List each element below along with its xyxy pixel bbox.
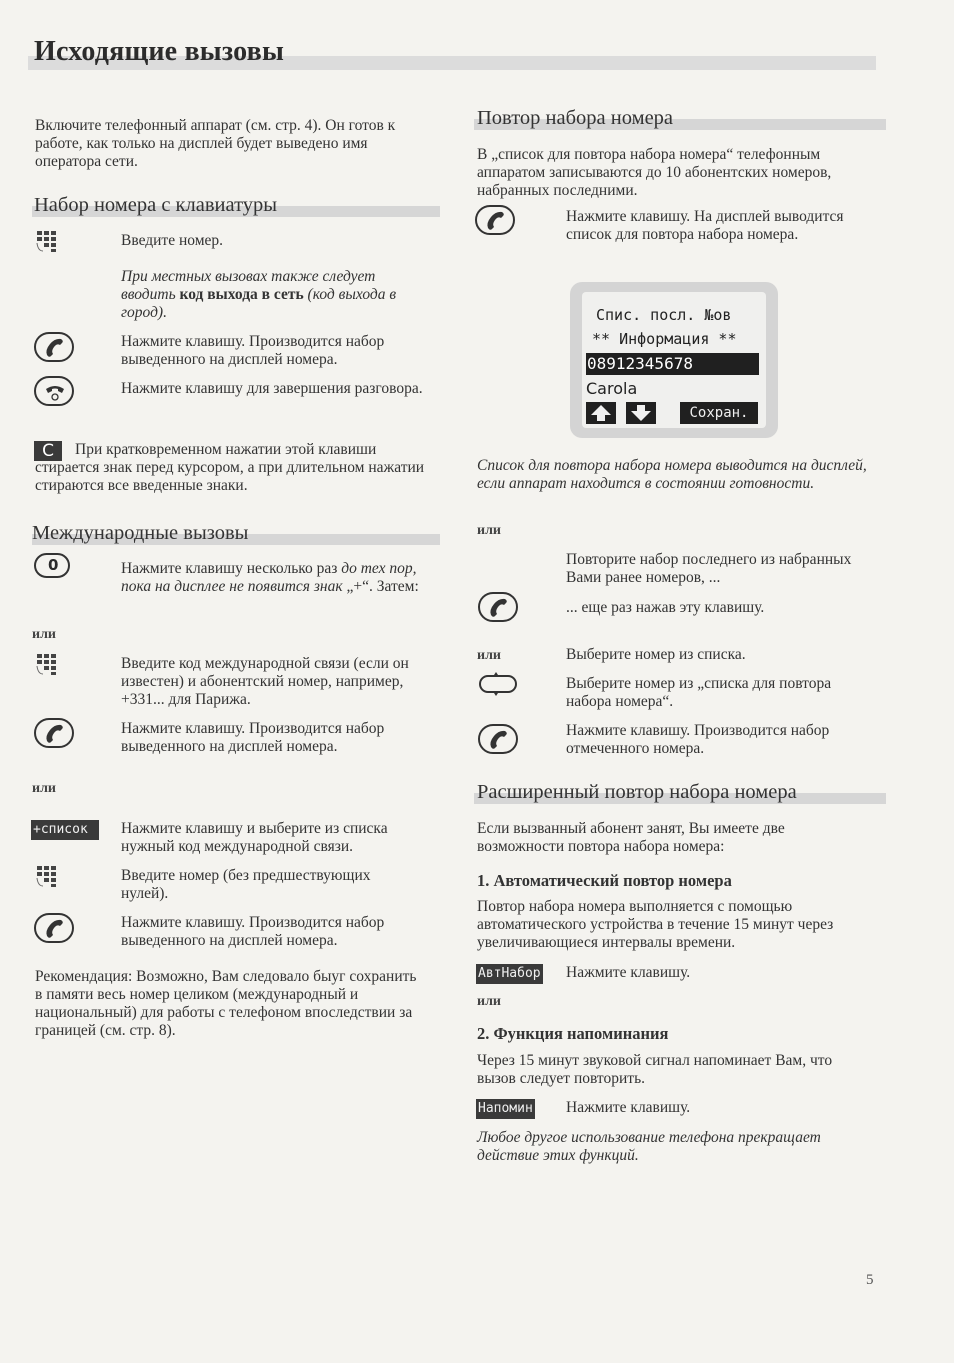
call-key-icon [478,592,518,622]
or-label: или [32,781,56,796]
redial-step5: Выберите номер из „списка для повтора набора номера“. [566,675,832,710]
display-line-info: ** Информация ** [592,330,737,348]
reminder-text: Через 15 минут звуковой сигнал напоминает Вам, что вызов следует повторить. [477,1052,833,1087]
display-arrow-down-icon [626,402,656,424]
intl-step1-b: до тех пор, пока на дисплее не появится знак [121,560,417,595]
phone-display-screen [582,292,766,428]
redial-step1: Нажмите клавишу. На дисплей выводится список для повтора набора номера. [566,208,844,243]
auto-redial-softkey: АвтНабор [476,964,543,984]
clear-key-glyph: C [42,441,54,461]
local-call-note-b: (код выхода в город). [121,286,397,321]
keypad-step3: Нажмите клавишу для завершения разговора. [121,380,423,397]
zero-key-icon [34,553,70,578]
or-label: или [477,648,501,663]
intl-step4: Нажмите клавишу и выберите из списка нужный код международной связи. [121,820,388,855]
keypad-icon [35,652,59,676]
local-call-note-a: При местных вызовах также следует вводить [121,268,376,303]
redial-step3: ... еще раз нажав эту клавишу. [566,599,765,616]
intl-step1-c: „+“. Затем: [342,578,419,595]
intl-step3: Нажмите клавишу. Производится набор выведенного на дисплей номера. [121,720,385,755]
auto-redial-step: Нажмите клавишу. [566,964,691,981]
intl-step2: Введите код международной связи (если он известен) и абонентский номер, например, +331... для Парижа. [121,655,409,708]
clear-key-note: При кратковременном нажатии этой клавиши стирается знак перед курсором, а при длительном нажатии стираются все введенные знаки. [35,441,425,494]
redial-intro: В „список для повтора набора номера“ телефонным аппаратом записываются до 10 абонентских номеров, набранных последними. [477,146,832,199]
display-arrow-up-icon [586,402,616,424]
intl-section-heading: Международные вызовы [32,522,249,544]
display-caption: Список для повтора набора номера выводится на дисплей, если аппарат находится в состоянии готовности. [477,457,867,492]
local-call-note [121,268,433,322]
end-call-key-icon [34,376,74,406]
call-key-icon [34,332,74,362]
phone-display-frame [570,282,778,438]
auto-redial-text: Повтор набора номера выполняется с помощью автоматического устройства в течение 15 минут через увеличивающиеся интервалы времени. [477,898,834,951]
call-key-icon [34,913,74,943]
display-line-title: Спис. посл. №ов [596,306,732,324]
keypad-step1: Введите номер. [121,232,224,249]
intl-step5: Введите номер (без предшествующих нулей). [121,867,371,902]
intl-step1-a: Нажмите клавишу несколько раз [121,560,342,577]
redial-section-heading: Повтор набора номера [477,107,674,129]
display-name: Carola [586,379,638,398]
keypad-icon [35,864,59,888]
keypad-icon [35,229,59,253]
exit-code-term: код выхода в сеть [179,286,304,303]
page-number: 5 [866,1272,874,1288]
redial-step6: Нажмите клавишу. Производится набор отмеченного номера. [566,722,830,757]
intro-text: Включите телефонный аппарат (см. стр. 4). Он готов к работе, как только на дисплей будет выведено имя оператора сети. [35,117,396,170]
final-note: Любое другое использование телефона прекращает действие этих функций. [477,1129,821,1164]
reminder-softkey: Напомин [476,1099,535,1119]
page-title: Исходящие вызовы [34,36,285,67]
call-key-icon [475,205,515,235]
display-selected-number: 08912345678 [586,353,759,375]
redial-step4: Выберите номер из списка. [566,646,746,663]
or-label: или [477,994,501,1009]
zero-key-glyph: 0 [48,556,59,574]
list-softkey: +список [31,820,99,840]
or-label: или [477,523,501,538]
auto-redial-heading: 1. Автоматический повтор номера [477,871,732,890]
display-save-softkey: Сохран. [680,402,758,424]
reminder-step: Нажмите клавишу. [566,1099,691,1116]
call-key-icon [478,724,518,754]
keypad-section-heading: Набор номера с клавиатуры [34,194,278,216]
keypad-step2: Нажмите клавишу. Производится набор выведенного на дисплей номера. [121,333,385,368]
ext-redial-heading: Расширенный повтор набора номера [477,781,797,803]
intl-step6: Нажмите клавишу. Производится набор выведенного на дисплей номера. [121,914,385,949]
recommendation-text: Рекомендация: Возможно, Вам следовало быуг сохранить в памяти весь номер целиком (международный и национальный) для работы с телефоном впоследствии за границей (см. стр. 8). [35,968,417,1039]
redial-step2: Повторите набор последнего из набранных Вами ранее номеров, ... [566,551,852,586]
navigation-key-icon [479,675,517,693]
ext-redial-intro: Если вызванный абонент занят, Вы имеете две возможности повтора набора номера: [477,820,785,855]
reminder-heading: 2. Функция напоминания [477,1024,669,1043]
call-key-icon [34,718,74,748]
intl-step1 [121,560,433,596]
or-label: или [32,627,56,642]
